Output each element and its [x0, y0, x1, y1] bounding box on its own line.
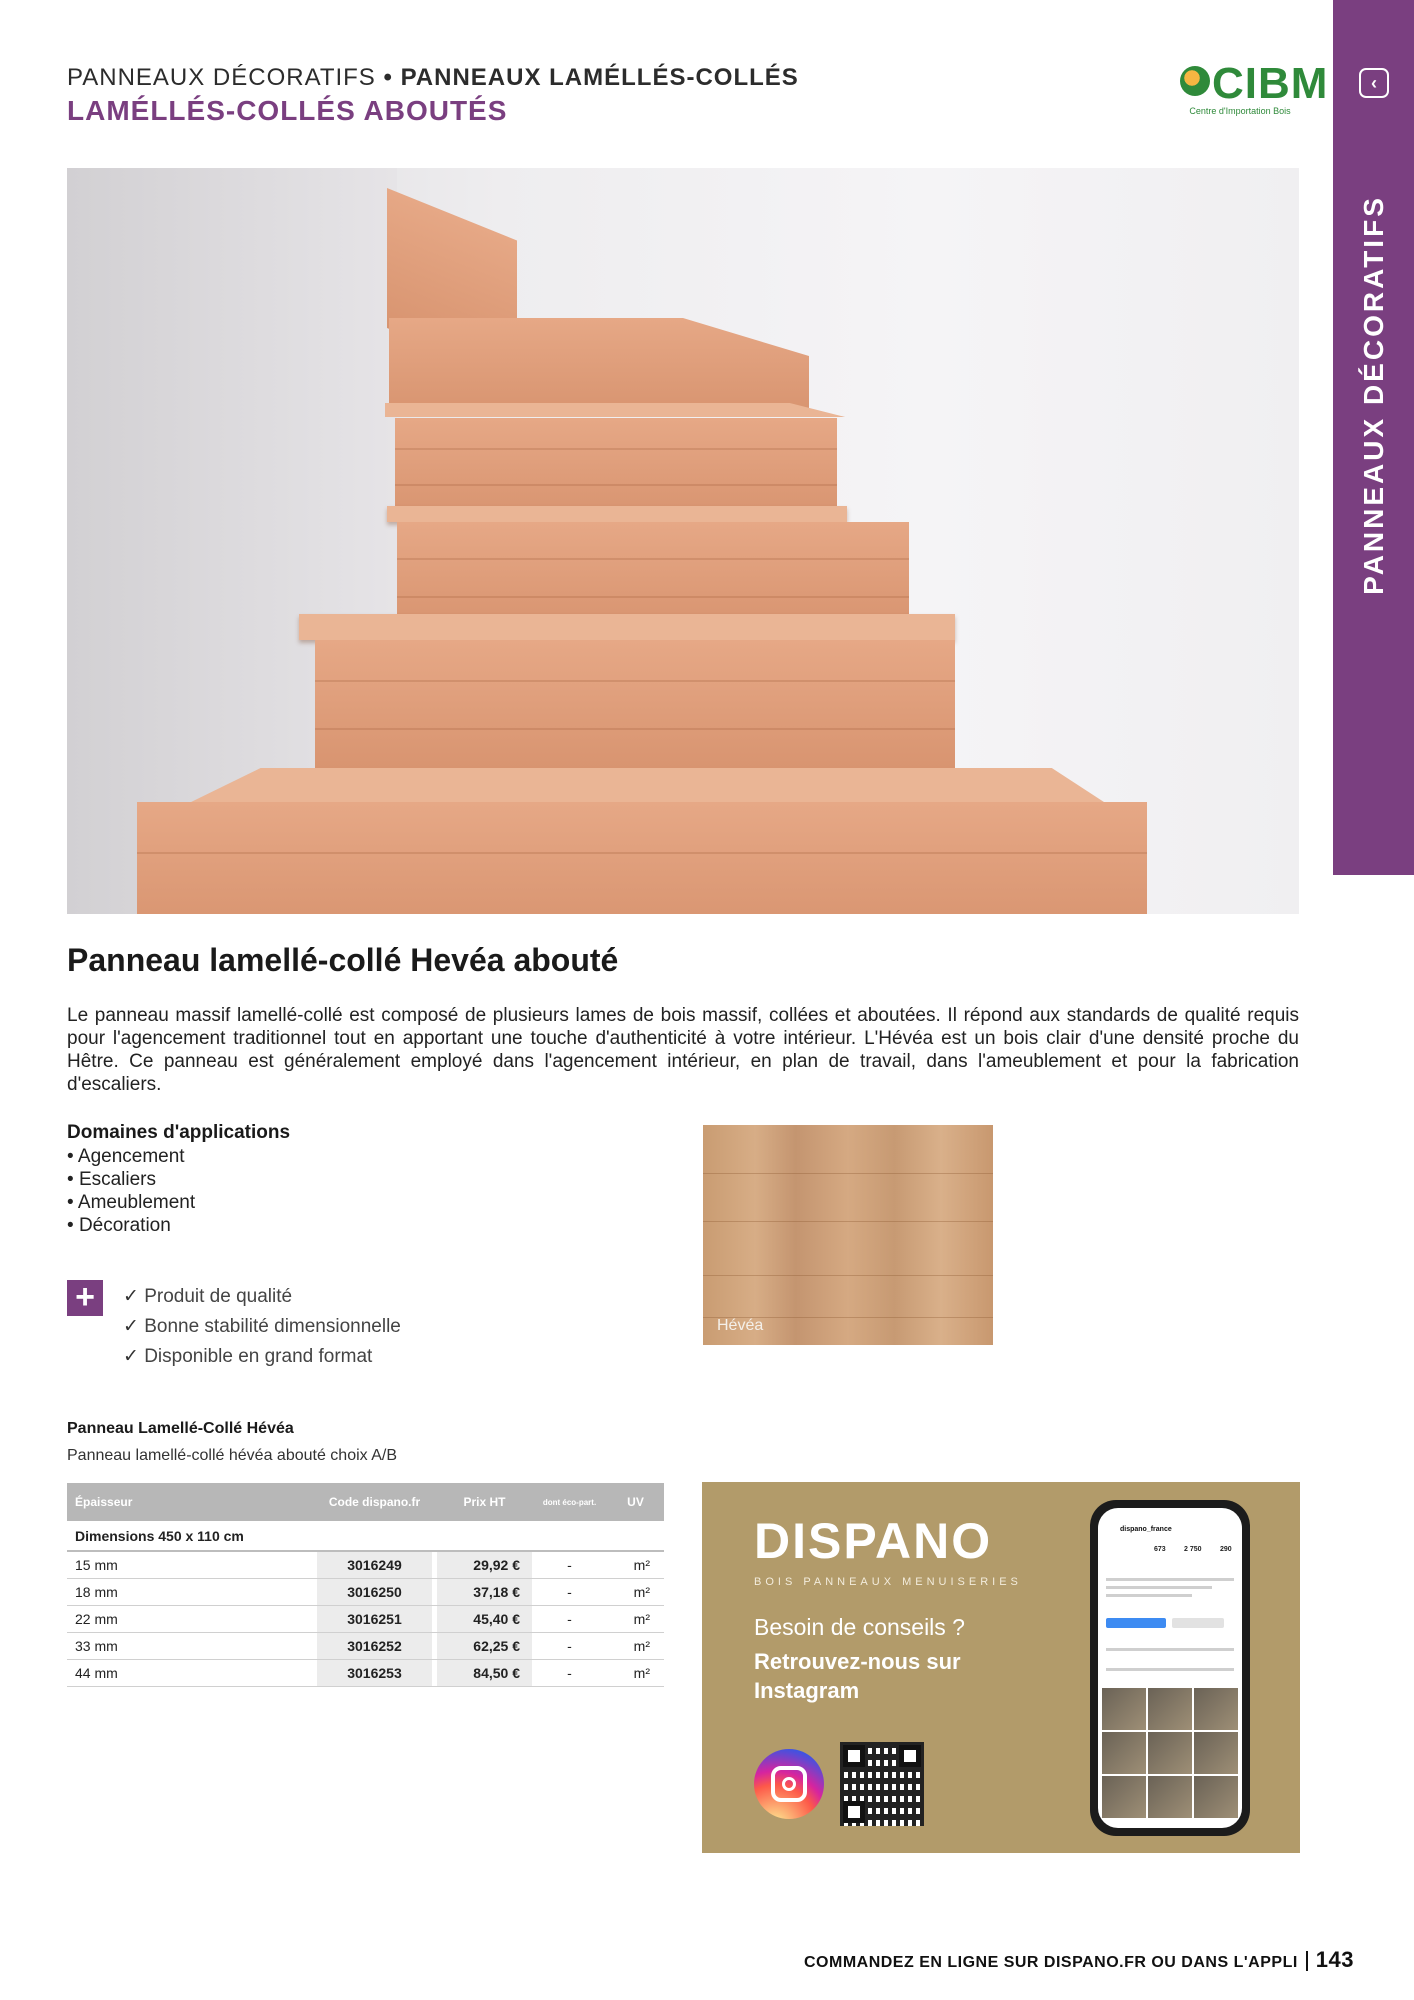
header-category-line [67, 64, 799, 92]
section-title: LAMÉLLÉS-COLLÉS ABOUTÉS [67, 95, 508, 126]
table-row [67, 1632, 664, 1659]
footer [804, 1947, 1354, 1973]
cell-code: 3016250 [317, 1578, 432, 1605]
table-subtitle: Panneau lamellé-collé hévéa abouté choix A/B [67, 1447, 397, 1464]
footer-divider [1306, 1951, 1308, 1971]
footer-text: COMMANDEZ EN LIGNE SUR DISPANO.FR OU DANS L'APPLI [803, 1954, 1298, 1971]
cell-uv: m² [607, 1632, 664, 1659]
swatch-label: Hévéa [717, 1317, 764, 1334]
application-item: • Décoration [67, 1214, 195, 1237]
col-header-thickness: Épaisseur [67, 1483, 317, 1521]
logo-name: CIBM [1212, 59, 1329, 108]
promo-cta: Retrouvez-nous sur Instagram [754, 1649, 961, 1703]
table-row [67, 1551, 664, 1578]
cibm-logo [1180, 59, 1329, 116]
cell-code: 3016251 [317, 1605, 432, 1632]
cell-uv: m² [607, 1605, 664, 1632]
instagram-icon[interactable] [754, 1749, 824, 1819]
profile-stats [1110, 1546, 1234, 1568]
staircase-photo [67, 168, 1299, 914]
cell-thickness: 33 mm [67, 1632, 317, 1659]
application-item: • Ameublement [67, 1191, 195, 1214]
cell-uv: m² [607, 1659, 664, 1686]
table-row [67, 1578, 664, 1605]
header-separator: • [383, 64, 393, 91]
qr-code-icon[interactable] [840, 1742, 924, 1826]
cell-price: 62,25 € [437, 1632, 532, 1659]
plus-icon: + [67, 1280, 103, 1316]
header-subcategory: PANNEAUX LAMÉLLÉS-COLLÉS [400, 64, 799, 91]
stat-posts: 673 [1154, 1546, 1166, 1553]
dimension-label: Dimensions 450 x 110 cm [67, 1521, 664, 1551]
cell-uv: m² [607, 1578, 664, 1605]
cell-eco: - [532, 1551, 607, 1578]
wood-swatch [703, 1125, 993, 1345]
cell-uv: m² [607, 1551, 664, 1578]
cell-thickness: 44 mm [67, 1659, 317, 1686]
dispano-logo: DISPANO [754, 1513, 993, 1569]
side-tab-label: PANNEAUX DÉCORATIFS [1358, 195, 1389, 595]
stair-step [397, 522, 909, 626]
table-row [67, 1659, 664, 1686]
stair-step [137, 802, 1147, 914]
applications-title: Domaines d'applications [67, 1122, 291, 1143]
stair-nose [299, 614, 955, 640]
stat-followers: 2 750 [1184, 1546, 1202, 1553]
col-header-code: Code dispano.fr [317, 1483, 432, 1521]
instagram-promo[interactable] [702, 1482, 1300, 1853]
feature-item: ✓ Bonne stabilité dimensionnelle [123, 1312, 401, 1342]
logo-tagline: Centre d'Importation Bois [1189, 106, 1291, 116]
logo-mark [1180, 59, 1329, 108]
header-category: PANNEAUX DÉCORATIFS [67, 64, 376, 91]
feature-item: ✓ Produit de qualité [123, 1282, 401, 1312]
table-header-row [67, 1483, 664, 1521]
cell-price: 29,92 € [437, 1551, 532, 1578]
instagram-handle: dispano_france [1120, 1526, 1172, 1533]
phone-screen [1098, 1508, 1242, 1828]
col-header-eco: dont éco-part. [532, 1483, 607, 1521]
cell-eco: - [532, 1632, 607, 1659]
cell-price: 45,40 € [437, 1605, 532, 1632]
cell-price: 84,50 € [437, 1659, 532, 1686]
cell-thickness: 15 mm [67, 1551, 317, 1578]
promo-question: Besoin de conseils ? [754, 1614, 965, 1640]
application-item: • Agencement [67, 1145, 195, 1168]
features-list [123, 1282, 401, 1372]
application-item: • Escaliers [67, 1168, 195, 1191]
table-row [67, 1605, 664, 1632]
stair-nose [385, 403, 845, 417]
cell-eco: - [532, 1578, 607, 1605]
globe-icon [1180, 66, 1210, 96]
col-header-uv: UV [607, 1483, 664, 1521]
stat-following: 290 [1220, 1546, 1232, 1553]
cell-code: 3016249 [317, 1551, 432, 1578]
cell-eco: - [532, 1659, 607, 1686]
stair-nose [187, 768, 1107, 804]
follow-button-mock [1106, 1618, 1166, 1628]
page-number: 143 [1315, 1947, 1354, 1972]
col-header-price: Prix HT [437, 1483, 532, 1521]
stair-step [389, 318, 809, 413]
stair-step [315, 640, 955, 770]
dispano-tagline: BOIS PANNEAUX MENUISERIES [754, 1576, 1022, 1588]
feature-item: ✓ Disponible en grand format [123, 1342, 401, 1372]
photo-grid [1102, 1688, 1238, 1818]
cell-code: 3016252 [317, 1632, 432, 1659]
price-table [67, 1483, 664, 1687]
product-title: Panneau lamellé-collé Hevéa abouté [67, 942, 619, 978]
cell-thickness: 22 mm [67, 1605, 317, 1632]
applications-list [67, 1145, 195, 1237]
table-title: Panneau Lamellé-Collé Hévéa [67, 1420, 294, 1437]
message-button-mock [1172, 1618, 1224, 1628]
dimension-row [67, 1521, 664, 1551]
stair-nose [387, 506, 847, 522]
product-description: Le panneau massif lamellé-collé est composé de plusieurs lames de bois massif, collées et aboutées. Il répond aux standards de qualité requis pour l'agencement traditionnel tout en apportant une touche d'authenticité à votre intérieur. L'Hévéa est un bois clair d'une densité proche du Hêtre. Ce panneau est généralement employé dans l'agencement intérieur, en plan de travail, dans l'ameublement et pour la fabrication d'escaliers. [67, 1005, 1299, 1095]
cell-thickness: 18 mm [67, 1578, 317, 1605]
chevron-left-icon[interactable]: ‹ [1359, 68, 1389, 98]
phone-mockup [1090, 1500, 1250, 1836]
stair-step [395, 418, 837, 516]
cell-eco: - [532, 1605, 607, 1632]
cell-price: 37,18 € [437, 1578, 532, 1605]
cell-code: 3016253 [317, 1659, 432, 1686]
